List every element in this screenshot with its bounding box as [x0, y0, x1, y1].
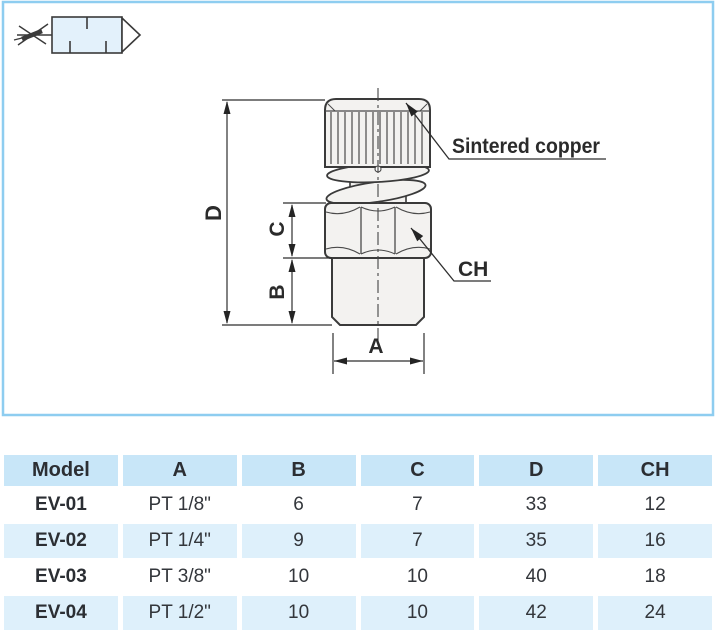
- dim-a-label: A: [368, 335, 384, 358]
- table-cell-b: 6: [242, 488, 356, 522]
- table-cell-a: PT 1/8": [123, 488, 237, 522]
- col-header-a: A: [123, 455, 237, 486]
- col-header-d: D: [479, 455, 593, 486]
- pneumatic-silencer-symbol-icon: [14, 17, 140, 53]
- table-cell-ch: 12: [598, 488, 712, 522]
- table-cell-d: 42: [479, 596, 593, 630]
- table-cell-c: 7: [361, 488, 475, 522]
- dim-c-label: C: [266, 221, 289, 237]
- table-cell-a: PT 1/4": [123, 524, 237, 558]
- table-cell-d: 40: [479, 560, 593, 594]
- table-cell-b: 10: [242, 560, 356, 594]
- table-cell-d: 33: [479, 488, 593, 522]
- table-cell-c: 7: [361, 524, 475, 558]
- table-cell-ch: 16: [598, 524, 712, 558]
- table-cell-c: 10: [361, 596, 475, 630]
- table-row-model: EV-02: [4, 524, 118, 558]
- table-row-model: EV-03: [4, 560, 118, 594]
- col-header-model: Model: [4, 455, 118, 486]
- table-cell-ch: 18: [598, 560, 712, 594]
- table-row-model: EV-01: [4, 488, 118, 522]
- dim-b-label: B: [266, 284, 289, 300]
- table-cell-d: 35: [479, 524, 593, 558]
- table-row-model: EV-04: [4, 596, 118, 630]
- table-cell-a: PT 3/8": [123, 560, 237, 594]
- table-cell-ch: 24: [598, 596, 712, 630]
- col-header-b: B: [242, 455, 356, 486]
- ch-label: CH: [458, 258, 489, 281]
- callout-sintered-copper: [406, 103, 606, 159]
- table-cell-b: 9: [242, 524, 356, 558]
- table-cell-c: 10: [361, 560, 475, 594]
- table-cell-b: 10: [242, 596, 356, 630]
- sintered-copper-label: Sintered copper: [452, 135, 600, 158]
- col-header-ch: CH: [598, 455, 712, 486]
- col-header-c: C: [361, 455, 475, 486]
- table-cell-a: PT 1/2": [123, 596, 237, 630]
- fitting-drawing: [325, 88, 431, 342]
- dim-d-label: D: [201, 205, 226, 221]
- spec-table: [4, 455, 712, 630]
